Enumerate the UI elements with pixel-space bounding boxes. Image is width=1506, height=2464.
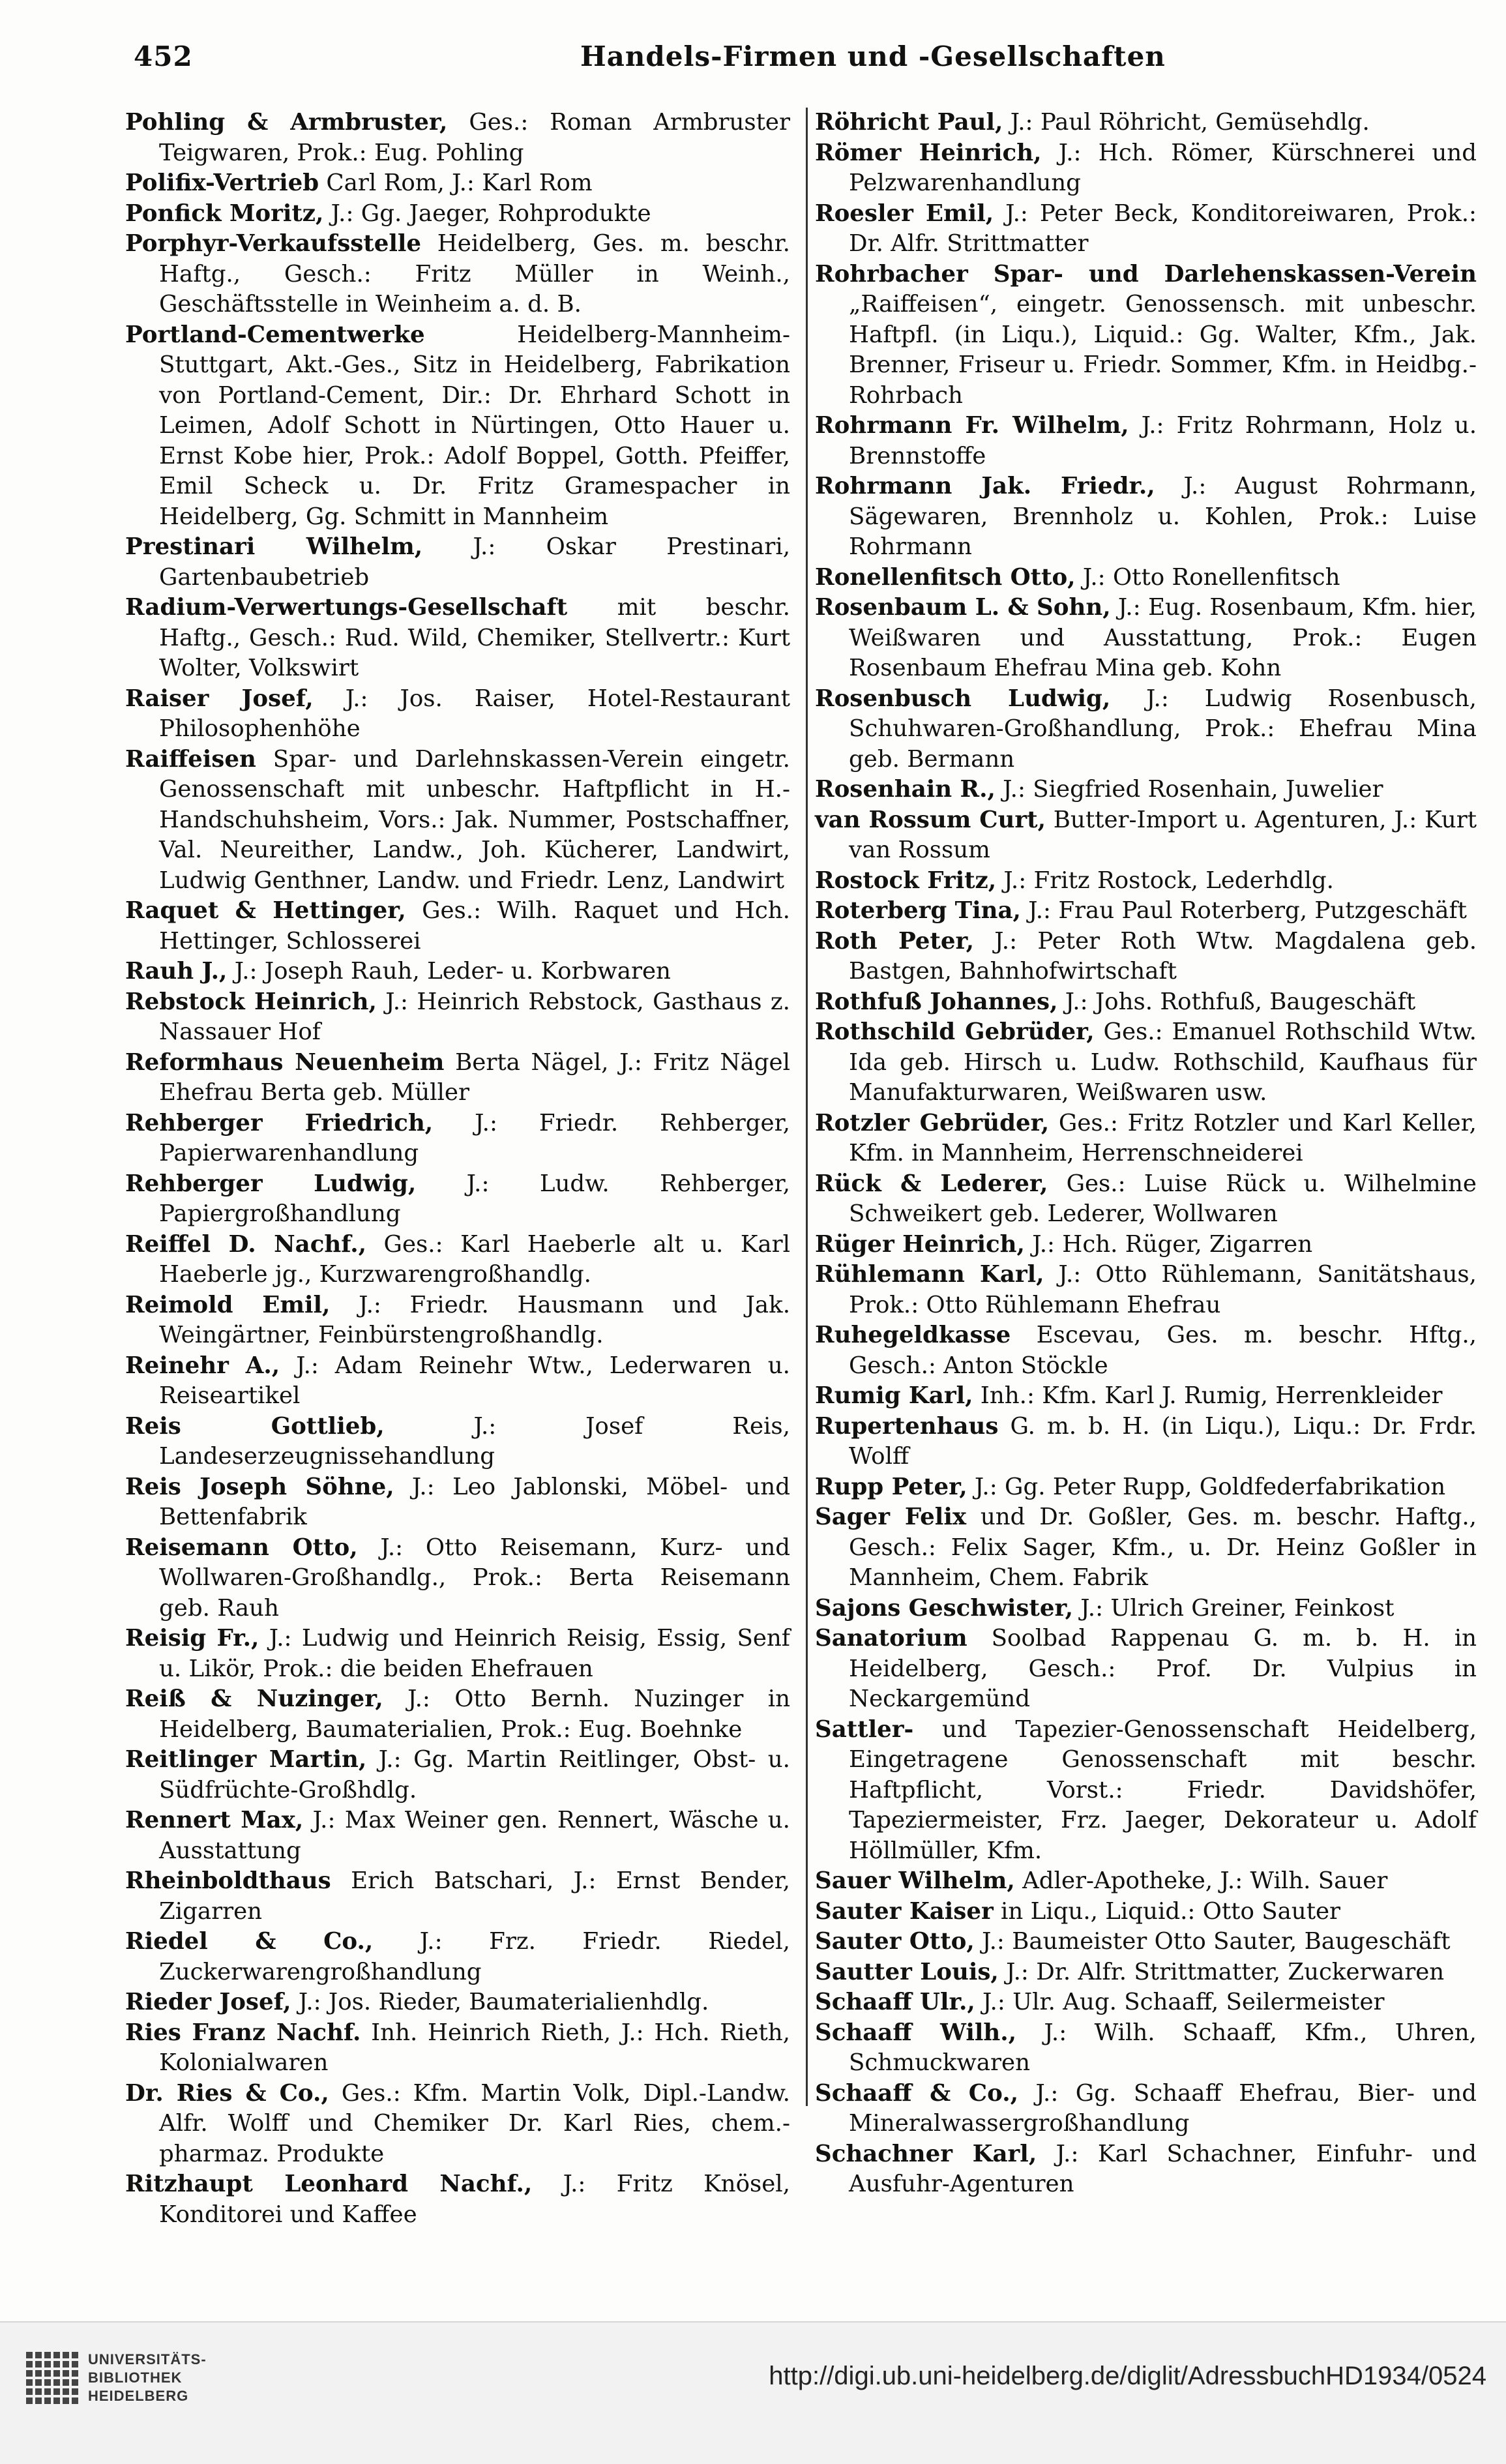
- firm-name: Reis Gottlieb,: [125, 1412, 385, 1440]
- firm-name: Schaaff Wilh.,: [815, 2019, 1017, 2046]
- directory-entry: [125, 1624, 790, 1684]
- directory-entry: [125, 1230, 790, 1290]
- directory-entry: [125, 1684, 790, 1745]
- library-seal-icon: [26, 2352, 78, 2404]
- firm-name: Rehberger Friedrich,: [125, 1109, 434, 1136]
- firm-details: J.: Hch. Rüger, Zigarren: [1024, 1230, 1313, 1258]
- firm-name: Schaaff & Co.,: [815, 2079, 1019, 2107]
- firm-name: Rotzler Gebrüder,: [815, 1109, 1050, 1136]
- directory-entry: [125, 1533, 790, 1624]
- firm-name: Rheinboldthaus: [125, 1867, 331, 1894]
- firm-details: J.: Frz. Friedr. Riedel, Zuckerwarengroßhandlung: [159, 1928, 790, 1985]
- running-head: Handels-Firmen und -Gesellschaften: [580, 40, 1166, 72]
- firm-name: Rebstock Heinrich,: [125, 988, 377, 1015]
- firm-name: Reis Joseph Söhne,: [125, 1473, 394, 1500]
- firm-details: J.: Friedr. Hausmann und Jak. Weingärtner, Feinbürstengroßhandlg.: [159, 1291, 790, 1348]
- directory-entry: [125, 1169, 790, 1230]
- firm-details: J.: Max Weiner gen. Rennert, Wäsche u. Ausstattung: [159, 1807, 790, 1864]
- firm-details: J.: Johs. Rothfuß, Baugeschäft: [1057, 988, 1416, 1015]
- firm-details: J.: Joseph Rauh, Leder- u. Korbwaren: [227, 958, 671, 985]
- firm-name: Rohrbacher Spar- und Darlehenskassen-Verein: [815, 260, 1477, 288]
- firm-details: J.: August Rohrmann, Sägewaren, Brennholz u. Kohlen, Prok.: Luise Rohrmann: [849, 473, 1477, 560]
- directory-entry: [815, 260, 1477, 411]
- firm-details: J.: Karl Schachner, Einfuhr- und Ausfuhr-Agenturen: [849, 2140, 1477, 2197]
- firm-details: Heidelberg, Ges. m. beschr. Haftg., Gesch.: Fritz Müller in Weinh., Geschäftsstelle in Weinheim a. d. B.: [159, 230, 790, 318]
- firm-details: mit beschr. Haftg., Gesch.: Rud. Wild, Chemiker, Stellvertr.: Kurt Wolter, Volkswirt: [159, 594, 790, 681]
- firm-name: Reimold Emil,: [125, 1291, 331, 1318]
- firm-name: Sauer Wilhelm,: [815, 1867, 1015, 1894]
- directory-entry: [125, 896, 790, 957]
- firm-details: J.: Friedr. Rehberger, Papierwarenhandlung: [159, 1109, 790, 1166]
- firm-details: J.: Ludwig und Heinrich Reisig, Essig, Senf u. Likör, Prok.: die beiden Ehefrauen: [159, 1625, 790, 1682]
- directory-entry: [815, 1320, 1477, 1381]
- footer-bar: [0, 2321, 1506, 2464]
- logo-line: HEIDELBERG: [88, 2388, 189, 2404]
- directory-entry: [815, 1715, 1477, 1867]
- firm-details: J.: Heinrich Rebstock, Gasthaus z. Nassauer Hof: [159, 988, 790, 1045]
- directory-entry: [815, 866, 1477, 897]
- directory-entry: [125, 684, 790, 745]
- firm-name: Roterberg Tina,: [815, 897, 1021, 924]
- directory-entry: [125, 1866, 790, 1927]
- directory-entry: [125, 532, 790, 593]
- firm-name: Sautter Louis,: [815, 1958, 999, 1985]
- firm-details: J.: Ulrich Greiner, Feinkost: [1073, 1594, 1395, 1622]
- firm-name: Rieder Josef,: [125, 1989, 291, 2015]
- directory-entry: [815, 1594, 1477, 1624]
- directory-entry: [815, 1472, 1477, 1503]
- directory-entry: [125, 229, 790, 320]
- firm-details: J.: Fritz Rostock, Lederhdlg.: [996, 867, 1334, 894]
- firm-details: J.: Peter Beck, Konditoreiwaren, Prok.: Dr. Alfr. Strittmatter: [849, 200, 1477, 257]
- logo-text: [88, 2351, 207, 2405]
- firm-details: Inh.: Kfm. Karl J. Rumig, Herrenkleider: [973, 1382, 1443, 1409]
- directory-entry: [125, 320, 790, 533]
- firm-name: Ruhegeldkasse: [815, 1322, 1011, 1348]
- firm-name: Rennert Max,: [125, 1807, 304, 1833]
- directory-entry: [815, 987, 1477, 1018]
- firm-name: Porphyr-Verkaufsstelle: [125, 230, 422, 257]
- firm-name: Roth Peter,: [815, 927, 975, 955]
- firm-details: und Dr. Goßler, Ges. m. beschr. Haftg., Gesch.: Felix Sager, Kfm., u. Dr. Heinz Goßler in Mannheim, Chem. Fabrik: [849, 1504, 1477, 1591]
- firm-details: J.: Fritz Knösel, Konditorei und Kaffee: [159, 2171, 790, 2228]
- firm-details: Ges.: Wilh. Raquet und Hch. Hettinger, Schlosserei: [159, 897, 790, 955]
- firm-details: Escevau, Ges. m. beschr. Hftg., Gesch.: Anton Stöckle: [849, 1322, 1477, 1379]
- directory-entry: [815, 411, 1477, 471]
- page-number: 452: [134, 40, 193, 72]
- firm-name: Ries Franz Nachf.: [125, 2019, 361, 2046]
- firm-details: J.: Fritz Rohrmann, Holz u. Brennstoffe: [849, 412, 1477, 469]
- directory-entry: [815, 1927, 1477, 1957]
- firm-details: Berta Nägel, J.: Fritz Nägel Ehefrau Berta geb. Müller: [159, 1048, 790, 1106]
- firm-details: J.: Peter Roth Wtw. Magdalena geb. Bastgen, Bahnhofwirtschaft: [849, 927, 1477, 985]
- firm-name: Rehberger Ludwig,: [125, 1170, 417, 1197]
- firm-name: Reinehr A.,: [125, 1352, 280, 1379]
- logo-line: BIBLIOTHEK: [88, 2369, 183, 2386]
- firm-details: Ges.: Kfm. Martin Volk, Dipl.-Landw. Alfr. Wolff und Chemiker Dr. Karl Ries, chem.-pharmaz. Produkte: [159, 2079, 790, 2167]
- firm-name: Raiser Josef,: [125, 685, 314, 712]
- directory-entry: [125, 1927, 790, 1987]
- directory-entry: [815, 927, 1477, 987]
- directory-entry: [815, 563, 1477, 593]
- firm-name: Reisemann Otto,: [125, 1534, 358, 1561]
- firm-details: J.: Gg. Schaaff Ehefrau, Bier- und Mineralwassergroßhandlung: [849, 2079, 1477, 2137]
- firm-details: J.: Ludwig Rosenbusch, Schuhwaren-Großhandlung, Prok.: Ehefrau Mina geb. Bermann: [849, 685, 1477, 773]
- firm-details: Ges.: Luise Rück u. Wilhelmine Schweikert geb. Lederer, Wollwaren: [849, 1170, 1477, 1227]
- firm-name: Sanatorium: [815, 1625, 967, 1652]
- firm-name: Rühlemann Karl,: [815, 1261, 1044, 1288]
- firm-name: Sager Felix: [815, 1504, 967, 1530]
- firm-name: Sauter Kaiser: [815, 1897, 994, 1925]
- firm-details: Adler-Apotheke, J.: Wilh. Sauer: [1014, 1867, 1388, 1894]
- directory-entry: [125, 2079, 790, 2170]
- firm-details: J.: Otto Reisemann, Kurz- und Wollwaren-Großhandlg., Prok.: Berta Reisemann geb. Rauh: [159, 1534, 791, 1622]
- firm-details: J.: Paul Röhricht, Gemüsehdlg.: [1003, 109, 1370, 136]
- library-logo[interactable]: [26, 2345, 241, 2430]
- directory-entry: [815, 2139, 1477, 2200]
- directory-entry: [815, 1230, 1477, 1260]
- directory-entry: [815, 108, 1477, 138]
- directory-entry: [815, 805, 1477, 866]
- directory-entry: [815, 1017, 1477, 1108]
- firm-name: Reformhaus Neuenheim: [125, 1048, 445, 1076]
- directory-entry: [815, 471, 1477, 563]
- firm-details: J.: Ulr. Aug. Schaaff, Seilermeister: [975, 1989, 1385, 2015]
- directory-entry: [815, 593, 1477, 684]
- firm-details: J.: Leo Jablonski, Möbel- und Bettenfabrik: [159, 1473, 790, 1530]
- firm-details: J.: Josef Reis, Landeserzeugnissehandlung: [159, 1412, 790, 1470]
- firm-name: Reiffel D. Nachf.,: [125, 1230, 367, 1258]
- firm-name: Reitlinger Martin,: [125, 1746, 367, 1773]
- firm-details: „Raiffeisen“, eingetr. Genossensch. mit unbeschr. Haftpfl. (in Liqu.), Liquid.: Gg. Walter, Kfm., Jak. Brenner, Friseur u. Friedr. Sommer, Kfm. in Heidbg.-Rohrbach: [849, 291, 1477, 409]
- firm-name: Rothschild Gebrüder,: [815, 1018, 1095, 1045]
- directory-entry: [125, 1412, 790, 1472]
- firm-name: Rosenbusch Ludwig,: [815, 685, 1111, 712]
- directory-entry: [125, 957, 790, 987]
- left-column: [125, 108, 791, 2228]
- directory-entry: [815, 1502, 1477, 1594]
- firm-details: J.: Gg. Jaeger, Rohprodukte: [323, 200, 651, 227]
- firm-details: J.: Hch. Römer, Kürschnerei und Pelzwarenhandlung: [849, 139, 1477, 196]
- directory-entry: [815, 2079, 1477, 2139]
- directory-entry: [815, 1624, 1477, 1715]
- logo-line: UNIVERSITÄTS-: [88, 2351, 207, 2368]
- firm-details: J.: Eug. Rosenbaum, Kfm. hier, Weißwaren und Ausstattung, Prok.: Eugen Rosenbaum Ehefrau Mina geb. Kohn: [849, 594, 1477, 681]
- directory-entry: [815, 199, 1477, 260]
- right-column: [815, 108, 1477, 2197]
- firm-details: Ges.: Karl Haeberle alt u. Karl Haeberle jg., Kurzwarengroßhandlg.: [159, 1230, 790, 1288]
- firm-name: Rohrmann Fr. Wilhelm,: [815, 412, 1129, 439]
- firm-name: Pohling & Armbruster,: [125, 109, 448, 136]
- firm-details: Carl Rom, J.: Karl Rom: [319, 170, 593, 196]
- firm-name: Sajons Geschwister,: [815, 1594, 1073, 1622]
- firm-name: Portland-Cementwerke: [125, 321, 425, 348]
- directory-entry: [815, 1957, 1477, 1988]
- firm-name: Polifix-Vertrieb: [125, 170, 319, 196]
- firm-name: Schaaff Ulr.,: [815, 1989, 975, 2015]
- directory-entry: [815, 138, 1477, 199]
- directory-entry: [815, 1260, 1477, 1320]
- directory-entry: [125, 1987, 790, 2018]
- firm-name: Rosenhain R.,: [815, 776, 996, 803]
- directory-entry: [125, 1805, 790, 1866]
- directory-entry: [815, 896, 1477, 927]
- firm-details: Ges.: Roman Armbruster Teigwaren, Prok.: Eug. Pohling: [159, 109, 790, 166]
- directory-entry: [125, 1108, 790, 1169]
- firm-details: J.: Oskar Prestinari, Gartenbaubetrieb: [159, 533, 791, 591]
- firm-name: Rück & Lederer,: [815, 1170, 1048, 1197]
- directory-entry: [125, 199, 790, 230]
- firm-details: J.: Gg. Martin Reitlinger, Obst- u. Südfrüchte-Großhdlg.: [159, 1746, 790, 1803]
- firm-name: Röhricht Paul,: [815, 109, 1003, 136]
- firm-name: Ronellenfitsch Otto,: [815, 563, 1076, 591]
- firm-details: Ges.: Emanuel Rothschild Wtw. Ida geb. Hirsch u. Ludw. Rothschild, Kaufhaus für Manufakturwaren, Weißwaren usw.: [849, 1018, 1477, 1106]
- directory-entry: [815, 684, 1477, 775]
- directory-entry: [815, 1108, 1477, 1169]
- firm-details: Spar- und Darlehnskassen-Verein eingetr. Genossenschaft mit unbeschr. Haftpflicht in H.-Handschuhsheim, Vors.: Jak. Nummer, Postschaffner, Val. Neureither, Landw., Joh. Kücherer, Landwirt, Ludwig Genthner, Landw. und Friedr. Lenz, Landwirt: [159, 745, 790, 894]
- directory-entry: [815, 1412, 1477, 1472]
- directory-entry: [815, 1866, 1477, 1897]
- firm-name: Radium-Verwertungs-Gesellschaft: [125, 594, 568, 621]
- firm-name: Raquet & Hettinger,: [125, 897, 406, 924]
- firm-details: J.: Baumeister Otto Sauter, Baugeschäft: [974, 1928, 1451, 1955]
- firm-details: J.: Otto Rühlemann, Sanitätshaus, Prok.: Otto Rühlemann Ehefrau: [849, 1261, 1477, 1318]
- firm-name: Sattler-: [815, 1715, 914, 1743]
- firm-name: Reiß & Nuzinger,: [125, 1685, 383, 1712]
- directory-entry: [125, 593, 790, 684]
- firm-name: Rosenbaum L. & Sohn,: [815, 594, 1111, 621]
- firm-name: Prestinari Wilhelm,: [125, 533, 423, 560]
- firm-details: Inh. Heinrich Rieth, J.: Hch. Rieth, Kolonialwaren: [159, 2019, 790, 2076]
- directory-entry: [125, 168, 790, 199]
- directory-entry: [125, 2018, 790, 2079]
- firm-name: Riedel & Co.,: [125, 1928, 374, 1955]
- firm-details: Ges.: Fritz Rotzler und Karl Keller, Kfm. in Mannheim, Herrenschneiderei: [849, 1109, 1477, 1166]
- firm-name: Rothfuß Johannes,: [815, 988, 1058, 1015]
- directory-entry: [815, 1381, 1477, 1412]
- directory-entry: [125, 1290, 790, 1351]
- directory-entry: [125, 108, 790, 168]
- directory-entry: [815, 2018, 1477, 2079]
- firm-details: Heidelberg-Mannheim-Stuttgart, Akt.-Ges., Sitz in Heidelberg, Fabrikation von Portland-Cement, Dir.: Dr. Ehrhard Schott in Leimen, Adolf Schott in Nürtingen, Otto Hauer u. Ernst Kobe hier, Prok.: Adolf Boppel, Gotth. Pfeiffer, Emil Scheck u. Dr. Fritz Gramespacher in Heidelberg, Gg. Schmitt in Mannheim: [159, 321, 790, 530]
- source-url-link[interactable]: http://digi.ub.uni-heidelberg.de/diglit/AdressbuchHD1934/0524: [769, 2362, 1486, 2390]
- firm-details: J.: Jos. Rieder, Baumaterialienhdlg.: [291, 1989, 709, 2015]
- firm-name: Rostock Fritz,: [815, 867, 997, 894]
- firm-details: G. m. b. H. (in Liqu.), Liqu.: Dr. Frdr. Wolff: [849, 1412, 1477, 1470]
- firm-name: Ritzhaupt Leonhard Nachf.,: [125, 2171, 533, 2197]
- directory-entry: [125, 987, 790, 1048]
- firm-details: J.: Adam Reinehr Wtw., Lederwaren u. Reiseartikel: [159, 1352, 790, 1409]
- firm-details: J.: Wilh. Schaaff, Kfm., Uhren, Schmuckwaren: [849, 2019, 1477, 2076]
- firm-name: Dr. Ries & Co.,: [125, 2079, 329, 2107]
- directory-entry: [815, 775, 1477, 805]
- page-header: [0, 40, 1506, 86]
- firm-name: Rumig Karl,: [815, 1382, 973, 1409]
- directory-entry: [125, 745, 790, 897]
- firm-details: Erich Batschari, J.: Ernst Bender, Zigarren: [159, 1867, 790, 1925]
- directory-entry: [815, 1897, 1477, 1927]
- firm-name: Rohrmann Jak. Friedr.,: [815, 473, 1155, 499]
- firm-details: in Liqu., Liquid.: Otto Sauter: [993, 1897, 1341, 1925]
- directory-entry: [125, 1472, 790, 1533]
- firm-name: van Rossum Curt,: [815, 806, 1046, 833]
- directory-entry: [125, 1048, 790, 1108]
- firm-details: J.: Siegfried Rosenhain, Juwelier: [995, 776, 1383, 803]
- firm-details: J.: Otto Ronellenfitsch: [1075, 563, 1340, 591]
- firm-name: Rupp Peter,: [815, 1473, 967, 1500]
- directory-entry: [125, 1351, 790, 1412]
- firm-details: Soolbad Rappenau G. m. b. H. in Heidelberg, Gesch.: Prof. Dr. Vulpius in Neckargemünd: [849, 1625, 1477, 1712]
- firm-name: Rüger Heinrich,: [815, 1230, 1025, 1258]
- directory-entry: [815, 1169, 1477, 1230]
- directory-entry: [125, 1745, 790, 1805]
- firm-name: Sauter Otto,: [815, 1928, 975, 1955]
- directory-entry: [125, 2169, 790, 2230]
- firm-details: Butter-Import u. Agenturen, J.: Kurt van Rossum: [849, 806, 1477, 863]
- firm-name: Rauh J.,: [125, 958, 228, 985]
- column-divider: [806, 108, 808, 2106]
- firm-name: Schachner Karl,: [815, 2140, 1037, 2167]
- firm-name: Reisig Fr.,: [125, 1625, 259, 1652]
- firm-details: J.: Dr. Alfr. Strittmatter, Zuckerwaren: [998, 1958, 1445, 1985]
- directory-entry: [815, 1987, 1477, 2018]
- firm-name: Roesler Emil,: [815, 200, 994, 227]
- firm-details: J.: Frau Paul Roterberg, Putzgeschäft: [1020, 897, 1467, 924]
- firm-name: Raiffeisen: [125, 745, 256, 773]
- firm-details: und Tapezier-Genossenschaft Heidelberg, Eingetragene Genossenschaft mit beschr. Haftpflicht, Vorst.: Friedr. Davidshöfer, Tapeziermeister, Frz. Jaeger, Dekorateur u. Adolf Höllmüller, Kfm.: [849, 1715, 1477, 1864]
- firm-details: J.: Jos. Raiser, Hotel-Restaurant Philosophenhöhe: [159, 685, 790, 742]
- firm-name: Ponfick Moritz,: [125, 200, 324, 227]
- firm-name: Rupertenhaus: [815, 1412, 999, 1440]
- firm-details: J.: Gg. Peter Rupp, Goldfederfabrikation: [967, 1473, 1446, 1500]
- firm-name: Römer Heinrich,: [815, 139, 1042, 166]
- firm-details: J.: Otto Bernh. Nuzinger in Heidelberg, Baumaterialien, Prok.: Eug. Boehnke: [159, 1685, 790, 1743]
- firm-details: J.: Ludw. Rehberger, Papiergroßhandlung: [159, 1170, 790, 1227]
